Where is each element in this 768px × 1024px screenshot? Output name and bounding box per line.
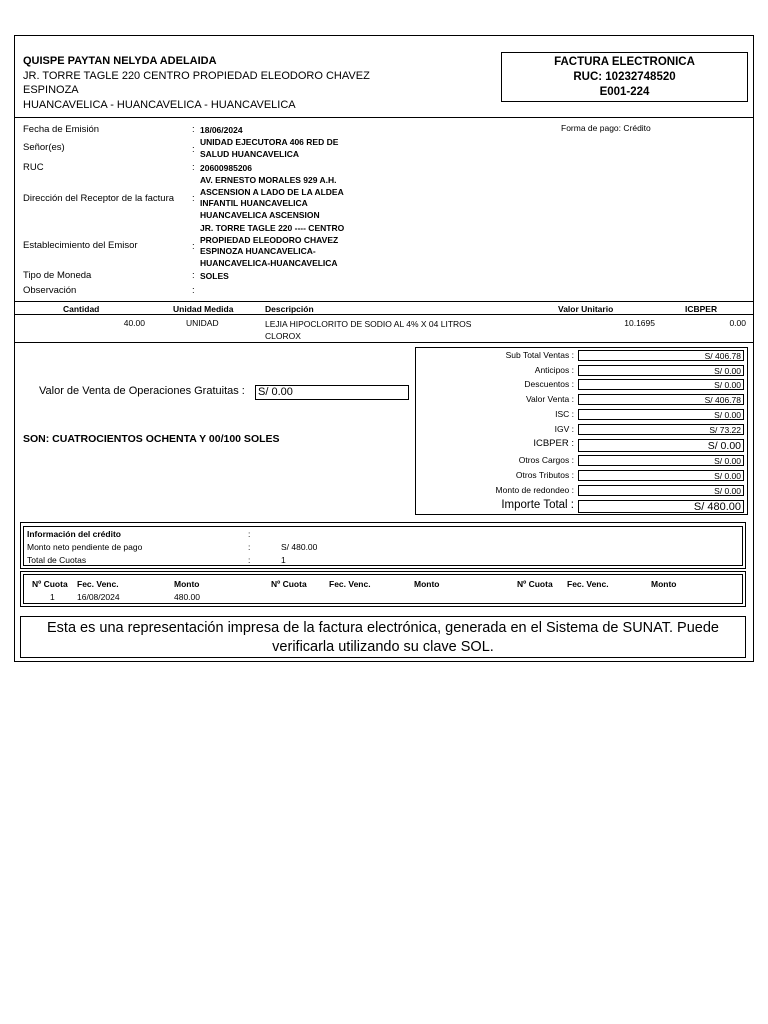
cuota-header-fecha-2: Fec. Venc. [329,579,371,589]
colon: : [192,144,195,155]
total-value: S/ 0.00 [578,470,744,481]
credito-title: Información del crédito [27,529,121,539]
observacion-label: Observación [23,285,77,296]
cuota-header-monto-2: Monto [414,579,440,589]
item-icbper: 0.00 [729,318,746,328]
cuota-header-numero-3: Nº Cuota [517,579,553,589]
factura-title: FACTURA ELECTRONICA [554,56,695,68]
total-label: Anticipos : [534,365,574,375]
total-label: IGV : [554,424,574,434]
factura-ruc: RUC: 10232748520 [573,71,676,83]
forma-pago: Forma de pago: Crédito [561,123,651,133]
establecimiento-value [200,223,344,269]
establecimiento-label: Establecimiento del Emisor [23,240,138,251]
footer-line-2: verificarla utilizando su clave SOL. [272,639,494,655]
moneda-value: SOLES [200,271,229,281]
ruc-label: RUC [23,162,44,173]
cuota-header-numero-2: Nº Cuota [271,579,307,589]
col-valor-unitario: Valor Unitario [558,304,614,314]
item-unidad: UNIDAD [186,318,219,328]
emisor-address-2: ESPINOZA [23,84,79,96]
cuota-header-fecha-1: Fec. Venc. [77,579,119,589]
emisor-address-1: JR. TORRE TAGLE 220 CENTRO PROPIEDAD ELEODORO CHAVEZ [23,70,370,82]
total-value: S/ 73.22 [578,424,744,435]
senor-value-1: UNIDAD EJECUTORA 406 RED DE [200,137,339,147]
gratuitas-label: Valor de Venta de Operaciones Gratuitas : [39,385,245,397]
total-value: S/ 0.00 [578,379,744,390]
cuota-header-fecha-3: Fec. Venc. [567,579,609,589]
credito-monto-label: Monto neto pendiente de pago [27,542,143,552]
senor-value-2: SALUD HUANCAVELICA [200,148,300,159]
factura-box [501,52,748,102]
colon: : [248,555,251,565]
col-icbper: ICBPER [685,304,718,314]
col-cantidad: Cantidad [63,304,100,314]
total-value: S/ 406.78 [578,394,744,405]
total-label: ISC : [555,409,574,419]
fecha-value: 18/06/2024 [200,125,243,135]
direccion-value-3: INFANTIL HUANCAVELICA [200,198,308,208]
item-descripcion-1: LEJIA HIPOCLORITO DE SODIO AL 4% X 04 LITROS [265,319,472,329]
establecimiento-value-3: ESPINOZA HUANCAVELICA- [200,246,316,256]
footer-note [20,616,746,658]
item-valor-unitario: 10.1695 [624,318,655,328]
direccion-value-4: HUANCAVELICA ASCENSION [200,209,320,220]
colon: : [192,241,195,252]
item-descripcion [265,318,471,342]
total-value: S/ 0.00 [578,439,744,452]
credito-cuotas-label: Total de Cuotas [27,555,87,565]
establecimiento-value-2: PROPIEDAD ELEODORO CHAVEZ [200,234,339,245]
senor-label: Señor(es) [23,142,65,153]
total-value: S/ 0.00 [578,485,744,496]
colon: : [248,529,251,539]
item-cantidad: 40.00 [123,318,145,328]
credito-monto-value: S/ 480.00 [281,542,318,552]
cuota-header-numero-1: Nº Cuota [32,579,68,589]
ruc-value: 20600985206 [200,163,253,173]
items-header-divider [14,314,754,315]
col-descripcion: Descripción [265,304,314,314]
establecimiento-value-4: HUANCAVELICA-HUANCAVELICA [200,257,338,268]
total-label: Valor Venta : [525,394,574,404]
son-text: SON: CUATROCIENTOS OCHENTA Y 00/100 SOLES [23,433,280,445]
colon: : [192,270,195,281]
total-label: Monto de redondeo : [495,485,574,495]
direccion-value [200,175,344,221]
senor-value [200,137,338,160]
moneda-label: Tipo de Moneda [23,270,92,281]
total-value: S/ 0.00 [578,455,744,466]
emisor-name: QUISPE PAYTAN NELYDA ADELAIDA [23,55,217,67]
total-label: Descuentos : [524,379,574,389]
total-label: Otros Cargos : [518,455,574,465]
cuotas-inner-box [23,574,743,604]
colon: : [192,193,195,204]
total-value: S/ 406.78 [578,350,744,361]
cuota-fecha: 16/08/2024 [77,592,120,602]
emisor-address-3: HUANCAVELICA - HUANCAVELICA - HUANCAVELICA [23,99,296,111]
colon: : [192,124,195,135]
cuota-monto: 480.00 [174,592,200,602]
total-label: ICBPER : [533,438,574,449]
total-label: Otros Tributos : [515,470,574,480]
item-descripcion-2: CLOROX [265,331,301,341]
cuota-header-monto-3: Monto [651,579,677,589]
cuota-numero: 1 [50,592,55,602]
total-value: S/ 0.00 [578,365,744,376]
gratuitas-value: S/ 0.00 [255,385,409,400]
colon: : [192,162,195,173]
total-value: S/ 480.00 [578,500,744,513]
colon: : [248,542,251,552]
factura-number: E001-224 [599,86,650,98]
cuota-header-monto-1: Monto [174,579,200,589]
fecha-label: Fecha de Emisión [23,124,100,135]
col-unidad: Unidad Medida [173,304,234,314]
credito-cuotas-value: 1 [281,555,286,565]
direccion-label: Dirección del Receptor de la factura [23,193,175,204]
direccion-value-1: AV. ERNESTO MORALES 929 A.H. [200,175,337,185]
footer-line-1: Esta es una representación impresa de la factura electrónica, generada en el Sistema de SUNAT. Puede [47,620,719,636]
divider [14,117,754,118]
direccion-value-2: ASCENSION A LADO DE LA ALDEA [200,186,344,197]
establecimiento-value-1: JR. TORRE TAGLE 220 ---- CENTRO [200,223,345,233]
total-value: S/ 0.00 [578,409,744,420]
colon: : [192,285,195,296]
total-label: Sub Total Ventas : [505,350,574,360]
total-label: Importe Total : [501,499,574,511]
